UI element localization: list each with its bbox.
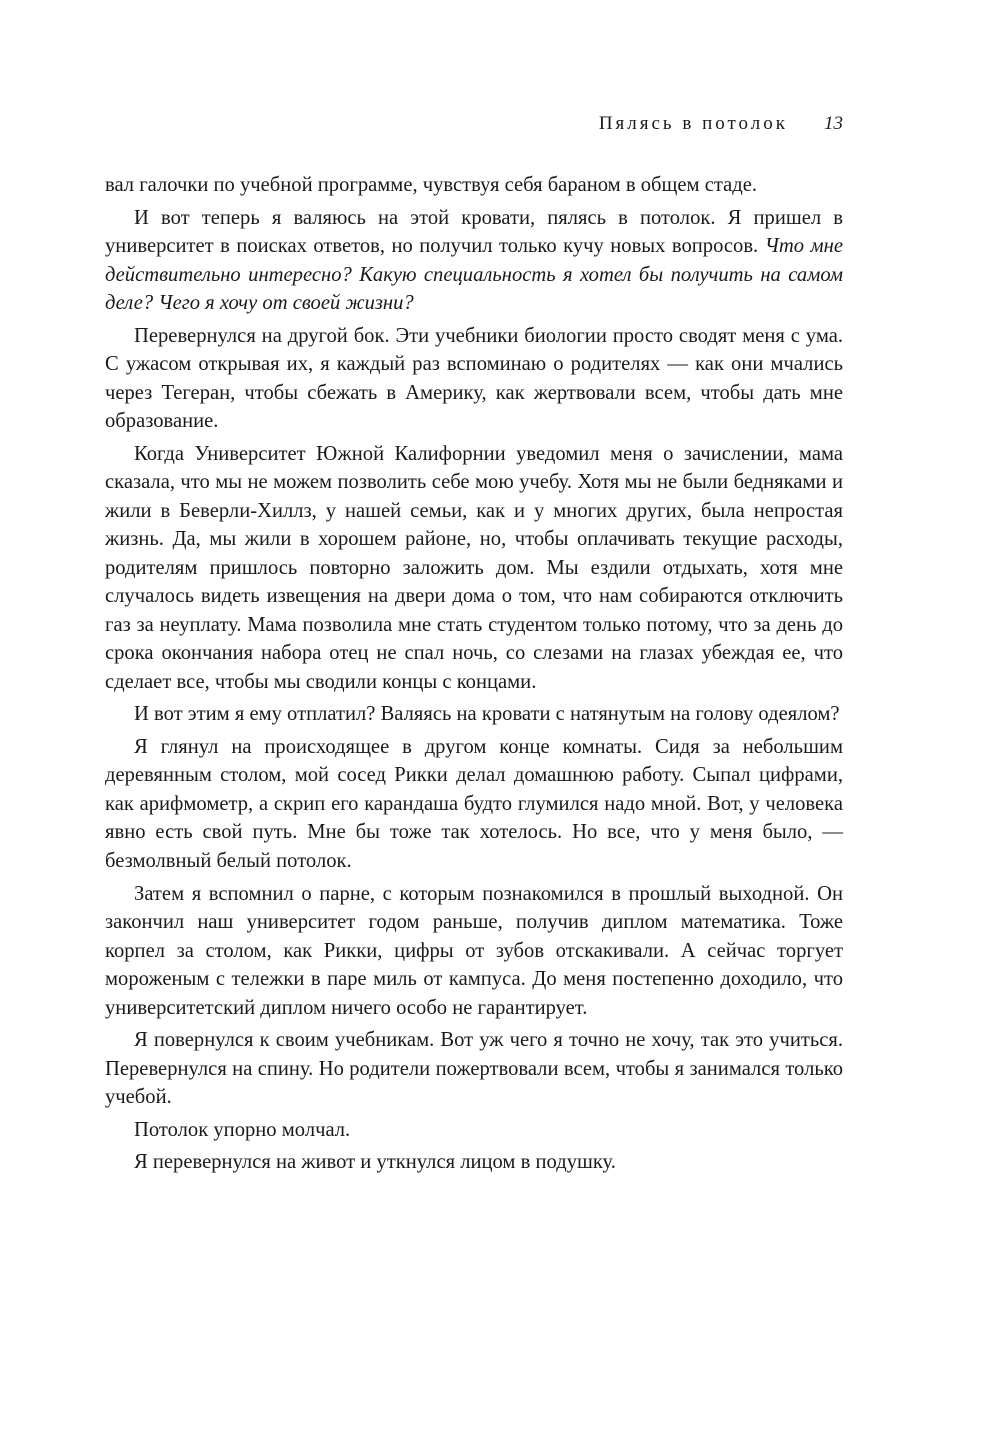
paragraph: [105, 700, 843, 729]
paragraph: [105, 204, 843, 318]
page-number: 13: [824, 113, 843, 134]
paragraph: [105, 1148, 843, 1177]
paragraph-text: вал галочки по учебной программе, чувствуя себя бараном в общем стаде.: [105, 174, 757, 196]
paragraph-text: Затем я вспомнил о парне, с которым познакомился в прошлый выходной. Он закончил наш университет годом раньше, получив диплом математика. Тоже корпел за столом, как Рикки, цифры от зубов отскакивали. А сейчас торгует мороженым с тележки в паре миль от кампуса. До меня постепенно доходило, что университетский диплом ничего особо не гарантирует.: [105, 882, 843, 1019]
paragraph: [105, 880, 843, 1023]
paragraph: [105, 322, 843, 436]
paragraph: [105, 1116, 843, 1145]
body-text: [105, 171, 843, 1181]
paragraph: [105, 440, 843, 697]
running-header: [135, 112, 843, 136]
paragraph-text: Я глянул на происходящее в другом конце комнаты. Сидя за небольшим деревянным столом, мой сосед Рикки делал домашнюю работу. Сыпал цифрами, как арифмометр, а скрип его карандаша будто глумился надо мной. Вот, у человека явно есть свой путь. Мне бы тоже так хотелось. Но все, что у меня было, — безмолвный белый потолок.: [105, 735, 843, 872]
paragraph-text: Я перевернулся на живот и уткнулся лицом в подушку.: [134, 1151, 616, 1174]
paragraph-text: И вот теперь я валяюсь на этой кровати, пялясь в потолок. Я пришел в университет в поисках ответов, но получил только кучу новых вопросов.: [105, 206, 843, 258]
paragraph-text: Перевернулся на другой бок. Эти учебники биологии просто сводят меня с ума. С ужасом открывая их, я каждый раз вспоминаю о родителях — как они мчались через Тегеран, чтобы сбежать в Америку, как жертвовали всем, чтобы дать мне образование.: [105, 324, 843, 433]
paragraph-text: Когда Университет Южной Калифорнии уведомил меня о зачислении, мама сказала, что мы не можем позволить себе мою учебу. Хотя мы не были бедняками и жили в Беверли-Хиллз, у нашей семьи, как и у многих других, была непростая жизнь. Да, мы жили в хорошем районе, но, чтобы оплачивать текущие расходы, родителям пришлось повторно заложить дом. Мы ездили отдыхать, хотя мне случалось видеть извещения на двери дома о том, что нам собираются отключить газ за неуплату. Мама позволила мне стать студентом только потому, что за день до срока окончания набора отец не спал ночь, со слезами на глазах убеждая ее, что сделает все, чтобы мы сводили концы с концами.: [105, 442, 843, 693]
paragraph-italic-text: Что мне действительно интересно? Какую специальность я хотел бы получить на самом деле? Чего я хочу от своей жизни?: [105, 235, 843, 315]
paragraph-text: И вот этим я ему отплатил? Валяясь на кровати с натянутым на голову одеялом?: [134, 703, 840, 726]
paragraph-text: Потолок упорно молчал.: [134, 1118, 351, 1141]
paragraph: [105, 1026, 843, 1112]
paragraph: [105, 171, 843, 200]
chapter-title: Пялясь в потолок: [598, 113, 788, 134]
paragraph-text: Я повернулся к своим учебникам. Вот уж чего я точно не хочу, так это учиться. Перевернулся на спину. Но родители пожертвовали всем, чтобы я занимался только учебой.: [105, 1029, 843, 1109]
paragraph: [105, 733, 843, 876]
